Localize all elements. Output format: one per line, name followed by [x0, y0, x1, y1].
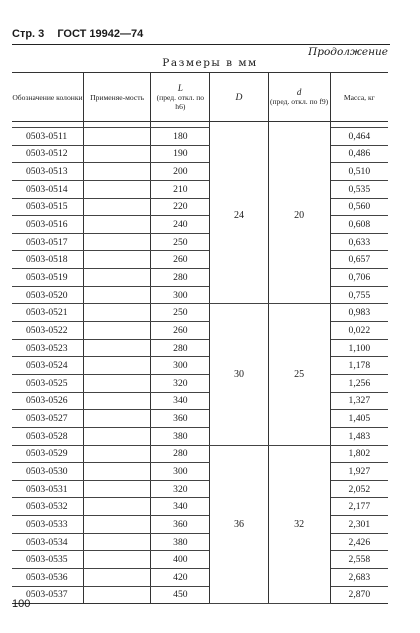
mass-cell: 1,927	[330, 463, 388, 481]
table-row	[12, 498, 388, 516]
application-cell	[83, 251, 150, 269]
table-row	[12, 269, 388, 287]
mass-cell: 0,486	[330, 145, 388, 163]
col-mass-header: Масса, кг	[330, 73, 388, 122]
application-cell	[83, 586, 150, 604]
mass-cell: 0,510	[330, 163, 388, 181]
length-cell: 250	[151, 233, 210, 251]
length-cell: 300	[151, 463, 210, 481]
length-cell: 340	[151, 498, 210, 516]
application-cell	[83, 322, 150, 340]
length-cell: 420	[151, 569, 210, 587]
designation-cell: 0503-0523	[12, 339, 83, 357]
table-row	[12, 357, 388, 375]
table-row	[12, 322, 388, 340]
designation-cell: 0503-0529	[12, 445, 83, 463]
page-label: Стр. 3	[12, 28, 45, 40]
length-cell: 300	[151, 357, 210, 375]
diameter-d-cell: 32	[268, 445, 330, 604]
table-row	[12, 180, 388, 198]
designation-cell: 0503-0530	[12, 463, 83, 481]
application-cell	[83, 374, 150, 392]
table-row	[12, 586, 388, 604]
designation-cell: 0503-0521	[12, 304, 83, 322]
designation-cell: 0503-0518	[12, 251, 83, 269]
length-cell: 360	[151, 516, 210, 534]
application-cell	[83, 145, 150, 163]
diameter-D-cell: 30	[210, 304, 268, 445]
designation-cell: 0503-0526	[12, 392, 83, 410]
col-application-header: Применяе-мость	[83, 73, 150, 122]
table-row	[12, 410, 388, 428]
table-row	[12, 551, 388, 569]
application-cell	[83, 569, 150, 587]
mass-cell: 0,560	[330, 198, 388, 216]
mass-cell: 2,426	[330, 533, 388, 551]
length-cell: 260	[151, 322, 210, 340]
designation-cell: 0503-0534	[12, 533, 83, 551]
application-cell	[83, 339, 150, 357]
mass-cell: 1,802	[330, 445, 388, 463]
table-row	[12, 392, 388, 410]
length-cell: 450	[151, 586, 210, 604]
mass-cell: 2,052	[330, 480, 388, 498]
designation-cell: 0503-0522	[12, 322, 83, 340]
length-cell: 210	[151, 180, 210, 198]
application-cell	[83, 463, 150, 481]
designation-cell: 0503-0532	[12, 498, 83, 516]
table-row	[12, 304, 388, 322]
application-cell	[83, 533, 150, 551]
mass-cell: 2,177	[330, 498, 388, 516]
application-cell	[83, 304, 150, 322]
designation-cell: 0503-0517	[12, 233, 83, 251]
standard-number: ГОСТ 19942—74	[57, 28, 144, 40]
application-cell	[83, 445, 150, 463]
application-cell	[83, 163, 150, 181]
length-cell: 260	[151, 251, 210, 269]
page-header	[12, 28, 155, 40]
length-cell: 180	[151, 128, 210, 146]
length-cell: 240	[151, 216, 210, 234]
col-designation-header: Обозначение колонки	[12, 73, 83, 122]
diameter-d-cell: 20	[268, 128, 330, 304]
application-cell	[83, 551, 150, 569]
mass-cell: 0,706	[330, 269, 388, 287]
length-cell: 380	[151, 533, 210, 551]
length-cell: 360	[151, 410, 210, 428]
table-title: Размеры в мм	[162, 57, 258, 69]
table-header-row	[12, 73, 388, 122]
designation-cell: 0503-0524	[12, 357, 83, 375]
col-d-header	[268, 73, 330, 122]
page-number: 100	[12, 598, 31, 610]
table-row	[12, 427, 388, 445]
application-cell	[83, 427, 150, 445]
col-L-header	[151, 73, 210, 122]
application-cell	[83, 392, 150, 410]
col-L-note: (пред. откл. по h6)	[156, 92, 205, 111]
col-D-symbol: D	[235, 91, 243, 103]
mass-cell: 0,464	[330, 128, 388, 146]
table-row	[12, 216, 388, 234]
mass-cell: 2,683	[330, 569, 388, 587]
length-cell: 340	[151, 392, 210, 410]
designation-cell: 0503-0515	[12, 198, 83, 216]
designation-cell: 0503-0514	[12, 180, 83, 198]
table-row	[12, 163, 388, 181]
length-cell: 300	[151, 286, 210, 304]
length-cell: 280	[151, 269, 210, 287]
mass-cell: 0,633	[330, 233, 388, 251]
designation-cell: 0503-0535	[12, 551, 83, 569]
mass-cell: 0,755	[330, 286, 388, 304]
table-row	[12, 480, 388, 498]
diameter-D-cell: 24	[210, 128, 268, 304]
application-cell	[83, 410, 150, 428]
length-cell: 320	[151, 374, 210, 392]
col-L-symbol: L	[177, 82, 183, 93]
mass-cell: 0,022	[330, 322, 388, 340]
table-row	[12, 445, 388, 463]
mass-cell: 0,657	[330, 251, 388, 269]
header-rule	[12, 44, 390, 45]
length-cell: 200	[151, 163, 210, 181]
table-row	[12, 286, 388, 304]
application-cell	[83, 128, 150, 146]
continuation-label: Продолжение	[308, 46, 388, 58]
designation-cell: 0503-0527	[12, 410, 83, 428]
application-cell	[83, 480, 150, 498]
designation-cell: 0503-0511	[12, 128, 83, 146]
application-cell	[83, 233, 150, 251]
designation-cell: 0503-0512	[12, 145, 83, 163]
table-row	[12, 198, 388, 216]
mass-cell: 1,405	[330, 410, 388, 428]
table-row	[12, 145, 388, 163]
mass-cell: 0,535	[330, 180, 388, 198]
table-row	[12, 233, 388, 251]
table-row	[12, 463, 388, 481]
application-cell	[83, 498, 150, 516]
designation-cell: 0503-0528	[12, 427, 83, 445]
length-cell: 220	[151, 198, 210, 216]
mass-cell: 2,301	[330, 516, 388, 534]
mass-cell: 0,608	[330, 216, 388, 234]
diameter-d-cell: 25	[268, 304, 330, 445]
designation-cell: 0503-0513	[12, 163, 83, 181]
mass-cell: 1,178	[330, 357, 388, 375]
mass-cell: 2,870	[330, 586, 388, 604]
application-cell	[83, 216, 150, 234]
mass-cell: 2,558	[330, 551, 388, 569]
application-cell	[83, 269, 150, 287]
designation-cell: 0503-0531	[12, 480, 83, 498]
table-row	[12, 339, 388, 357]
application-cell	[83, 180, 150, 198]
length-cell: 250	[151, 304, 210, 322]
table-row	[12, 251, 388, 269]
application-cell	[83, 286, 150, 304]
designation-cell: 0503-0525	[12, 374, 83, 392]
col-d-note: (пред. откл. по f9)	[269, 97, 329, 106]
col-d-symbol: d	[296, 87, 302, 97]
table-row	[12, 516, 388, 534]
designation-cell: 0503-0537	[12, 586, 83, 604]
table-row	[12, 533, 388, 551]
designation-cell: 0503-0536	[12, 569, 83, 587]
mass-cell: 0,983	[330, 304, 388, 322]
length-cell: 280	[151, 445, 210, 463]
mass-cell: 1,327	[330, 392, 388, 410]
table-body	[12, 122, 388, 604]
designation-cell: 0503-0516	[12, 216, 83, 234]
table-row	[12, 569, 388, 587]
length-cell: 190	[151, 145, 210, 163]
application-cell	[83, 357, 150, 375]
mass-cell: 1,256	[330, 374, 388, 392]
length-cell: 380	[151, 427, 210, 445]
length-cell: 400	[151, 551, 210, 569]
mass-cell: 1,100	[330, 339, 388, 357]
table-row	[12, 128, 388, 146]
designation-cell: 0503-0520	[12, 286, 83, 304]
mass-cell: 1,483	[330, 427, 388, 445]
table-row	[12, 374, 388, 392]
col-D-header	[210, 73, 268, 122]
diameter-D-cell: 36	[210, 445, 268, 604]
dimensions-table	[12, 72, 388, 604]
application-cell	[83, 516, 150, 534]
length-cell: 320	[151, 480, 210, 498]
designation-cell: 0503-0533	[12, 516, 83, 534]
length-cell: 280	[151, 339, 210, 357]
application-cell	[83, 198, 150, 216]
designation-cell: 0503-0519	[12, 269, 83, 287]
